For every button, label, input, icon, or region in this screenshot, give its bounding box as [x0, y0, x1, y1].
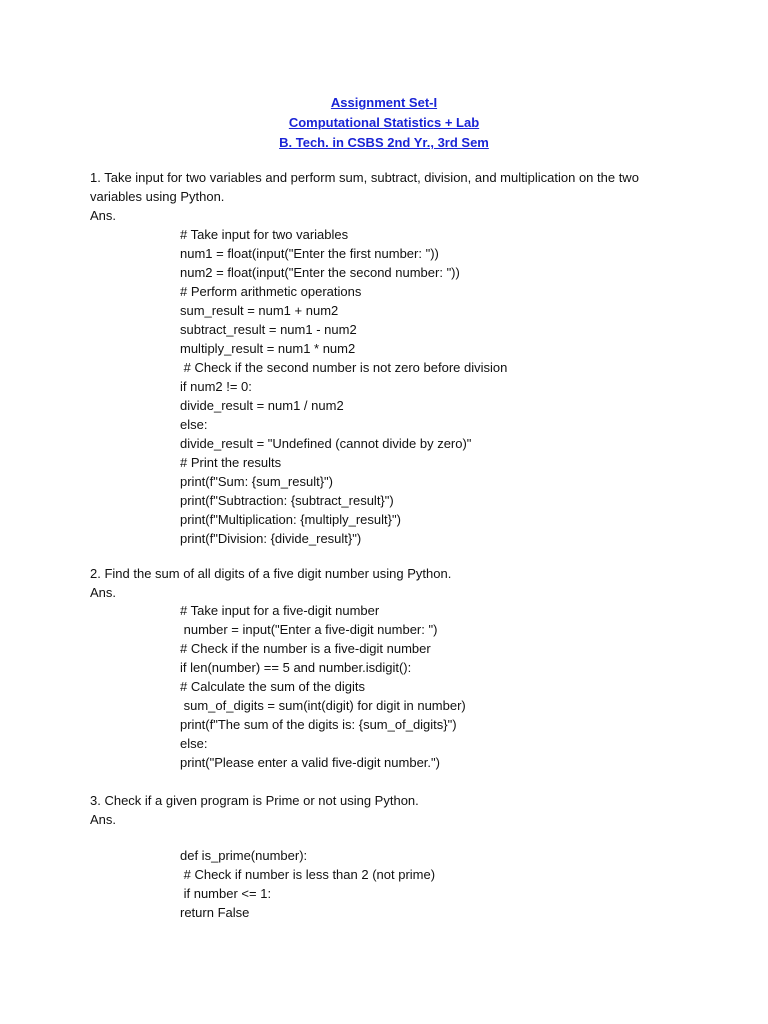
- code-line: divide_result = num1 / num2: [180, 398, 344, 413]
- question-line: variables using Python.: [90, 189, 225, 204]
- code-line: if len(number) == 5 and number.isdigit():: [180, 660, 412, 675]
- code-line: print(f"Sum: {sum_result}"): [180, 474, 334, 489]
- question-line: 2. Find the sum of all digits of a five digit number using Python.: [90, 566, 452, 581]
- code-line: return False: [180, 905, 250, 920]
- code-line: else:: [180, 417, 208, 432]
- code-line: # Check if the second number is not zero before division: [180, 360, 508, 375]
- assignment-header: [0, 93, 768, 153]
- question-3-text: [90, 791, 690, 810]
- code-line: sum_of_digits = sum(int(digit) for digit in number): [180, 698, 466, 713]
- code-line: multiply_result = num1 * num2: [180, 341, 356, 356]
- question-2-code: [180, 601, 720, 772]
- code-line: number = input("Enter a five-digit number: "): [180, 622, 438, 637]
- code-line: else:: [180, 736, 208, 751]
- answer-label: Ans.: [90, 585, 117, 600]
- code-line: # Calculate the sum of the digits: [180, 679, 365, 694]
- code-line: # Check if the number is a five-digit number: [180, 641, 431, 656]
- answer-label: Ans.: [90, 208, 117, 223]
- code-line: # Take input for a five-digit number: [180, 603, 380, 618]
- question-line: 3. Check if a given program is Prime or not using Python.: [90, 793, 419, 808]
- code-line: print(f"Division: {divide_result}"): [180, 531, 362, 546]
- header-title[interactable]: Assignment Set-I: [330, 95, 438, 110]
- code-line: # Check if number is less than 2 (not prime): [180, 867, 436, 882]
- answer-label: Ans.: [90, 812, 117, 827]
- header-program[interactable]: B. Tech. in CSBS 2nd Yr., 3rd Sem: [279, 135, 489, 150]
- question-1-code: [180, 225, 720, 548]
- code-line: print(f"Multiplication: {multiply_result}"): [180, 512, 401, 527]
- code-line: num2 = float(input("Enter the second number: ")): [180, 265, 460, 280]
- code-line: # Take input for two variables: [180, 227, 349, 242]
- code-line: num1 = float(input("Enter the first number: ")): [180, 246, 439, 261]
- code-line: if number <= 1:: [180, 886, 272, 901]
- question-1-text: [90, 168, 690, 206]
- question-line: 1. Take input for two variables and perform sum, subtract, division, and multiplication on the two: [90, 170, 639, 185]
- code-line: # Print the results: [180, 455, 282, 470]
- code-line: print(f"Subtraction: {subtract_result}"): [180, 493, 394, 508]
- code-line: print(f"The sum of the digits is: {sum_of_digits}"): [180, 717, 457, 732]
- code-line: def is_prime(number):: [180, 848, 308, 863]
- code-line: subtract_result = num1 - num2: [180, 322, 357, 337]
- code-line: divide_result = "Undefined (cannot divide by zero)": [180, 436, 472, 451]
- question-3-code: [180, 846, 720, 922]
- code-line: # Perform arithmetic operations: [180, 284, 362, 299]
- code-line: print("Please enter a valid five-digit number."): [180, 755, 440, 770]
- header-course[interactable]: Computational Statistics + Lab: [288, 115, 480, 130]
- question-2-text: [90, 564, 690, 583]
- code-line: sum_result = num1 + num2: [180, 303, 339, 318]
- code-line: if num2 != 0:: [180, 379, 252, 394]
